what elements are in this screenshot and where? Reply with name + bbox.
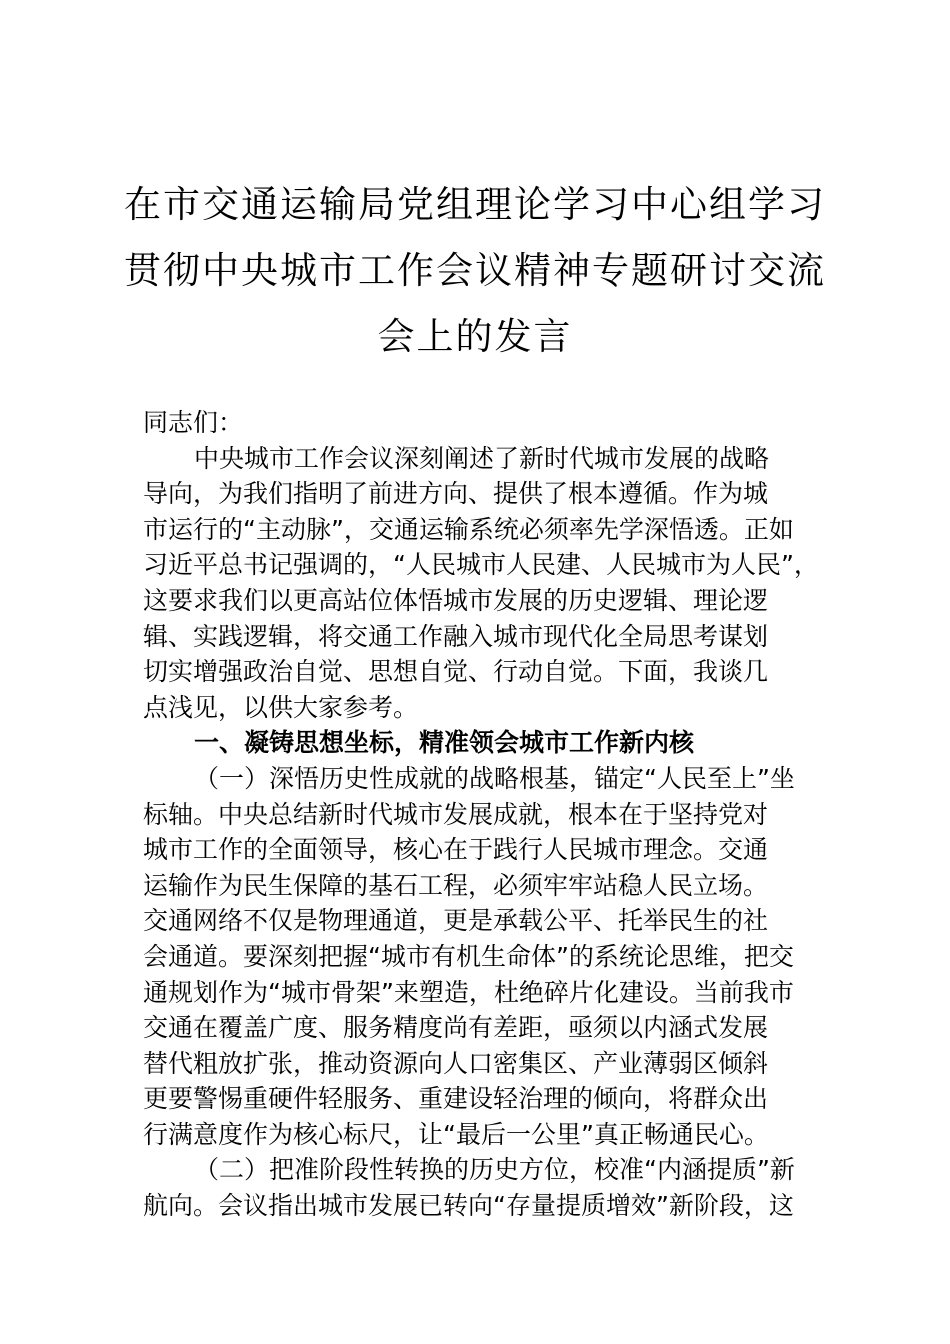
- paragraph-one: [143, 761, 813, 1153]
- text-line: 城市工作的全面领导，核心在于践行人民城市理念。交通: [143, 835, 769, 865]
- text-line: 替代粗放扩张，推动资源向人口密集区、产业薄弱区倾斜: [143, 1048, 769, 1078]
- text-line: 习近平总书记强调的，“人民城市人民建、人民城市为人民”，: [143, 550, 819, 580]
- title-line: 贯彻中央城市工作会议精神专题研讨交流: [124, 249, 826, 292]
- text-line: （一）深悟历史性成就的战略根基，锚定“人民至上”坐: [194, 763, 795, 793]
- title-line: 在市交通运输局党组理论学习中心组学习: [124, 183, 826, 226]
- text-line: 切实增强政治自觉、思想自觉、行动自觉。下面，我谈几: [143, 657, 769, 687]
- title-line: 会上的发言: [377, 315, 573, 358]
- text-line: 航向。会议指出城市发展已转向“存量提质增效”新阶段，这: [143, 1191, 794, 1221]
- text-line: 市运行的“主动脉”，交通运输系统必须率先学深悟透。正如: [143, 514, 794, 544]
- text-line: 点浅见，以供大家参考。: [143, 692, 419, 722]
- document-body: [143, 405, 819, 1224]
- intro-paragraph: [143, 441, 819, 726]
- text-line: 运输作为民生保障的基石工程，必须牢牢站稳人民立场。: [143, 870, 769, 900]
- salutation: 同志们：: [143, 408, 244, 437]
- text-line: （二）把准阶段性转换的历史方位，校准“内涵提质”新: [194, 1155, 795, 1185]
- text-line: 导向，为我们指明了前进方向、提供了根本遵循。作为城: [143, 479, 769, 509]
- text-line: 通规划作为“城市骨架”来塑造，杜绝碎片化建设。当前我市: [143, 977, 794, 1007]
- text-line: 中央城市工作会议深刻阐述了新时代城市发展的战略: [194, 443, 770, 473]
- text-line: 这要求我们以更高站位体悟城市发展的历史逻辑、理论逻: [143, 585, 769, 615]
- document-title: [120, 172, 830, 370]
- text-line: 更要警惕重硬件轻服务、重建设轻治理的倾向，将群众出: [143, 1084, 769, 1114]
- text-line: 交通网络不仅是物理通道，更是承载公平、托举民生的社: [143, 906, 769, 936]
- text-line: 行满意度作为核心标尺，让“最后一公里”真正畅通民心。: [143, 1119, 769, 1149]
- text-line: 会通道。要深刻把握“城市有机生命体”的系统论思维，把交: [143, 941, 794, 971]
- text-line: 标轴。中央总结新时代城市发展成就，根本在于坚持党对: [143, 799, 769, 829]
- section-heading: 一、凝铸思想坐标，精准领会城市工作新内核: [194, 728, 695, 758]
- paragraph-two: [143, 1152, 813, 1223]
- text-line: 辑、实践逻辑，将交通工作融入城市现代化全局思考谋划: [143, 621, 769, 651]
- text-line: 交通在覆盖广度、服务精度尚有差距，亟须以内涵式发展: [143, 1013, 769, 1043]
